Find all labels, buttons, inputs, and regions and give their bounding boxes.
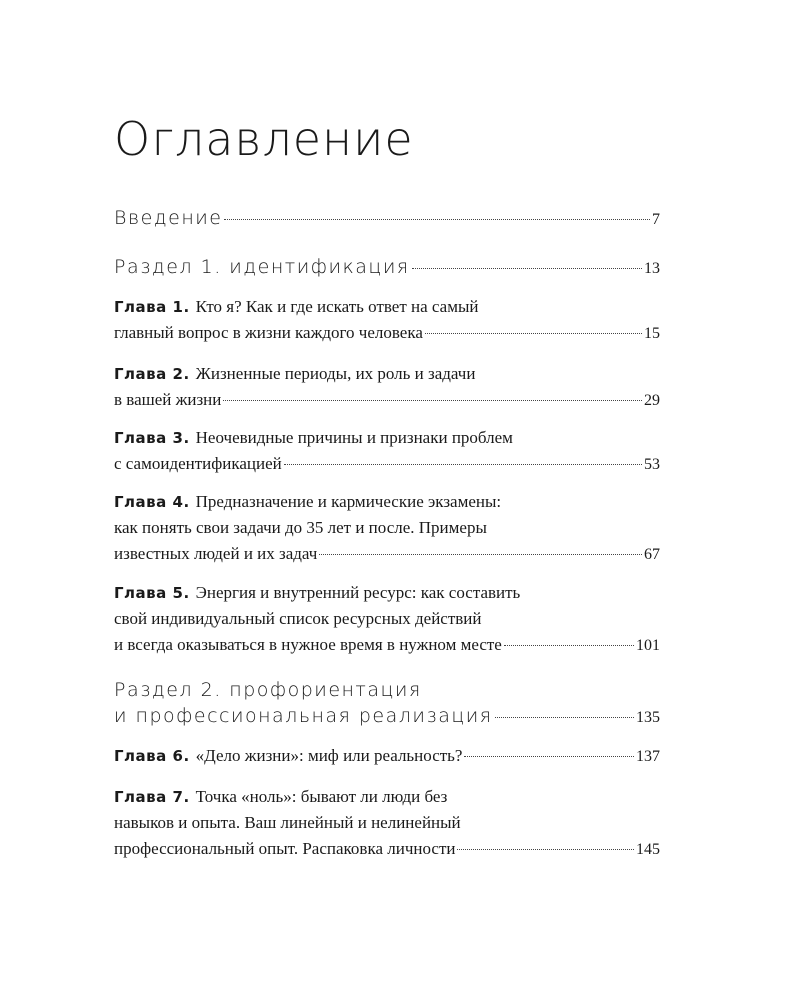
entry-title-line: свой индивидуальный список ресурсных действий bbox=[114, 609, 482, 628]
page-number: 67 bbox=[644, 546, 660, 563]
toc-entry-intro[interactable] bbox=[114, 207, 660, 233]
chapter-label: Глава 4. bbox=[114, 493, 190, 511]
entry-title: Раздел 1. идентификация bbox=[114, 256, 410, 278]
entry-title-line: Кто я? Как и где искать ответ на самый bbox=[195, 297, 479, 316]
toc-entry-section-2[interactable] bbox=[114, 679, 660, 731]
entry-title-line: в вашей жизни bbox=[114, 390, 222, 409]
entry-title: Введение bbox=[114, 207, 223, 229]
page-number: 135 bbox=[636, 709, 660, 726]
page-number: 15 bbox=[644, 325, 660, 342]
entry-title-line: профессиональный опыт. Распаковка личности bbox=[114, 839, 456, 858]
toc-entry-chapter-1[interactable] bbox=[114, 297, 660, 349]
dot-leader bbox=[412, 268, 642, 269]
page-number: 145 bbox=[636, 841, 660, 858]
page-title: Оглавление bbox=[114, 112, 414, 166]
page-number: 13 bbox=[644, 260, 660, 277]
dot-leader bbox=[504, 645, 634, 646]
page-number: 101 bbox=[636, 637, 660, 654]
dot-leader bbox=[495, 717, 634, 718]
entry-title-line: и всегда оказываться в нужное время в нужном месте bbox=[114, 635, 502, 654]
toc-entry-chapter-3[interactable] bbox=[114, 428, 660, 480]
entry-title-line: и профессиональная реализация bbox=[114, 705, 493, 727]
entry-title-line: Предназначение и кармические экзамены: bbox=[195, 492, 502, 511]
chapter-label: Глава 3. bbox=[114, 429, 190, 447]
page-number: 137 bbox=[636, 748, 660, 765]
chapter-label: Глава 6. bbox=[114, 747, 190, 765]
toc-entry-section-1[interactable] bbox=[114, 256, 660, 282]
entry-title-line: Точка «ноль»: бывают ли люди без bbox=[195, 787, 448, 806]
page-number: 53 bbox=[644, 456, 660, 473]
entry-title-line: навыков и опыта. Ваш линейный и нелинейный bbox=[114, 813, 461, 832]
toc-entry-chapter-2[interactable] bbox=[114, 364, 660, 416]
entry-title-line: Раздел 2. профориентация bbox=[114, 679, 422, 701]
toc-entry-chapter-7[interactable] bbox=[114, 787, 660, 865]
entry-title-line: главный вопрос в жизни каждого человека bbox=[114, 323, 423, 342]
chapter-label: Глава 1. bbox=[114, 298, 190, 316]
toc-entry-chapter-6[interactable] bbox=[114, 746, 660, 772]
chapter-label: Глава 7. bbox=[114, 788, 190, 806]
entry-title-line: Жизненные периоды, их роль и задачи bbox=[195, 364, 476, 383]
dot-leader bbox=[464, 756, 634, 757]
dot-leader bbox=[425, 333, 642, 334]
dot-leader bbox=[457, 849, 634, 850]
page-number: 29 bbox=[644, 392, 660, 409]
entry-title-line: с самоидентификацией bbox=[114, 454, 282, 473]
chapter-label: Глава 2. bbox=[114, 365, 190, 383]
toc-entry-chapter-4[interactable] bbox=[114, 492, 660, 570]
entry-title-line: как понять свои задачи до 35 лет и после. Примеры bbox=[114, 518, 487, 537]
page-number: 7 bbox=[652, 211, 660, 228]
entry-title-line: «Дело жизни»: миф или реальность? bbox=[195, 746, 463, 765]
dot-leader bbox=[223, 400, 642, 401]
entry-title-line: Неочевидные причины и признаки проблем bbox=[195, 428, 513, 447]
dot-leader bbox=[319, 554, 642, 555]
dot-leader bbox=[284, 464, 642, 465]
entry-title-line: Энергия и внутренний ресурс: как составить bbox=[195, 583, 521, 602]
dot-leader bbox=[224, 219, 650, 220]
toc-entry-chapter-5[interactable] bbox=[114, 583, 660, 661]
chapter-label: Глава 5. bbox=[114, 584, 190, 602]
entry-title-line: известных людей и их задач bbox=[114, 544, 318, 563]
